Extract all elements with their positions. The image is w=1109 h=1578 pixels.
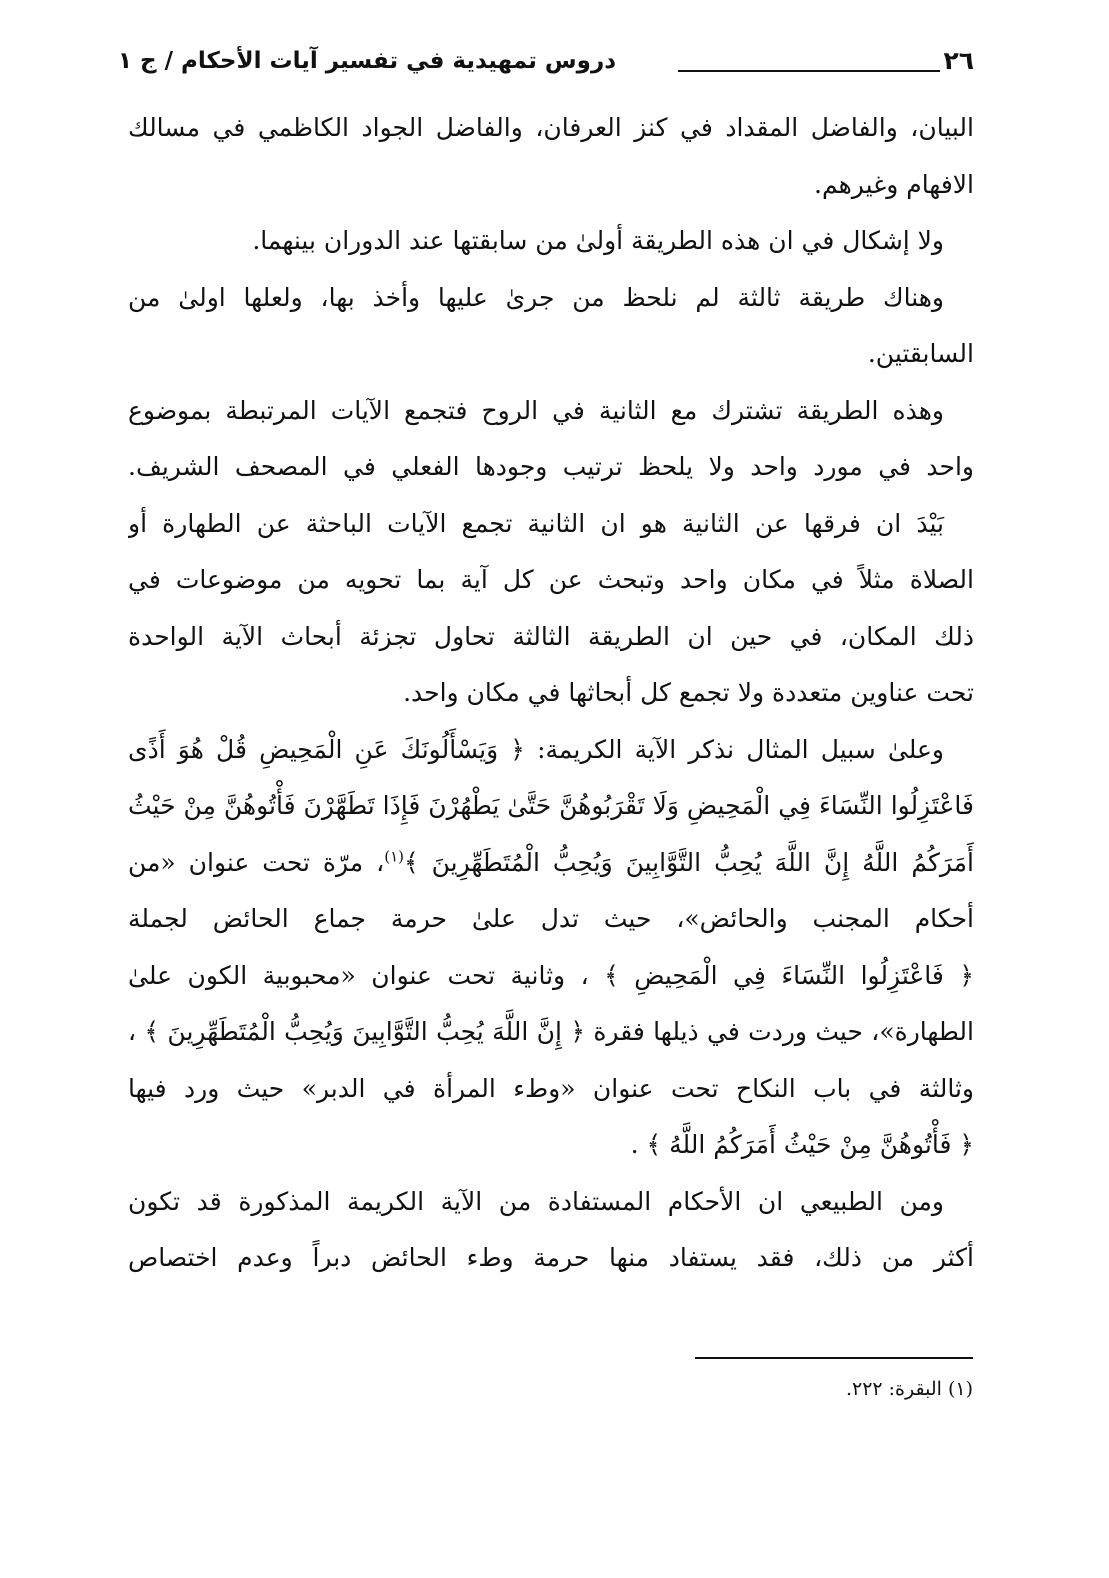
header-rule (678, 70, 940, 72)
text-line: ﴿ فَاعْتَزِلُوا النِّسَاءَ فِي الْمَحِيضِ ﴾ ، وثانية تحت عنوان «محبوبية الكون علىٰ (128, 960, 974, 990)
text-line: الطهارة»، حيث وردت في ذيلها فقرة ﴿ إِنَّ اللَّهَ يُحِبُّ التَّوَّابِينَ وَيُحِبُّ الْمُتَطَهِّرِينَ ﴾ ، (128, 1017, 974, 1046)
text-line: السابقتين. (867, 339, 974, 368)
footnote: (١) البقرة: ٢٢٢. (845, 1378, 973, 1400)
text-line: أكثر من ذلك، فقد يستفاد منها حرمة وطء الحائض دبراً وعدم اختصاص (128, 1243, 974, 1272)
text-line: وهذه الطريقة تشترك مع الثانية في الروح فتجمع الآيات المرتبطة بموضوع (128, 395, 944, 425)
text-line (128, 835, 974, 892)
quran-verse: أَمَرَكُمُ اللَّهُ إِنَّ اللَّهَ يُحِبُّ التَّوَّابِينَ وَيُحِبُّ الْمُتَطَهِّرِينَ ﴾ (404, 847, 974, 877)
page-header (118, 44, 974, 94)
text-line: الافهام وغيرهم. (814, 169, 974, 199)
text-line: البيان، والفاضل المقداد في كنز العرفان، والفاضل الجواد الكاظمي في مسالك (128, 113, 974, 142)
text-line: واحد في مورد واحد ولا يلحظ ترتيب وجودها الفعلي في المصحف الشريف. (128, 452, 974, 481)
text-line: الصلاة مثلاً في مكان واحد وتبحث عن كل آية بما تحويه من موضوعات في (128, 565, 974, 594)
text-line: ولا إشكال في ان هذه الطريقة أولىٰ من سابقتها عند الدوران بينهما. (252, 226, 944, 255)
quran-line: فَاعْتَزِلُوا النِّسَاءَ فِي الْمَحِيضِ وَلَا تَقْرَبُوهُنَّ حَتَّىٰ يَطْهُرْنَ فَإِذَا تَطَهَّرْنَ فَأْتُوهُنَّ مِنْ حَيْثُ (128, 791, 974, 820)
text-line: أحكام المجنب والحائض»، حيث تدل علىٰ حرمة جماع الحائض لجملة (128, 904, 974, 933)
text-line: ذلك المكان، في حين ان الطريقة الثالثة تحاول تجزئة أبحاث الآية الواحدة (128, 621, 974, 651)
text-line: بَيْدَ ان فرقها عن الثانية هو ان الثانية تجمع الآيات الباحثة عن الطهارة أو (128, 508, 944, 538)
page-number: ٢٦ (943, 46, 974, 75)
running-title: دروس تمهيدية في تفسير آيات الأحكام / ج ١ (118, 48, 617, 74)
text-line: وهناك طريقة ثالثة لم نلحظ من جرىٰ عليها وأخذ بها، ولعلها اولىٰ من (128, 282, 944, 312)
footnote-rule (695, 1357, 973, 1359)
quran-line: ﴿ فَأْتُوهُنَّ مِنْ حَيْثُ أَمَرَكُمُ اللَّهُ ﴾ . (630, 1130, 974, 1159)
line-tail: ، مرّة تحت عنوان «من (128, 847, 385, 877)
text-line: تحت عناوين متعددة ولا تجمع كل أبحاثها في مكان واحد. (403, 678, 974, 707)
text-line: وعلىٰ سبيل المثال نذكر الآية الكريمة: ﴿ وَيَسْأَلُونَكَ عَنِ الْمَحِيضِ قُلْ هُوَ أَذًى (128, 734, 944, 764)
text-line: وثالثة في باب النكاح تحت عنوان «وطء المرأة في الدبر» حيث ورد فيها (128, 1073, 974, 1103)
body-text (128, 100, 974, 1287)
footnote-marker: (١) (384, 847, 404, 866)
text-line: ومن الطبيعي ان الأحكام المستفادة من الآية الكريمة المذكورة قد تكون (128, 1186, 944, 1216)
